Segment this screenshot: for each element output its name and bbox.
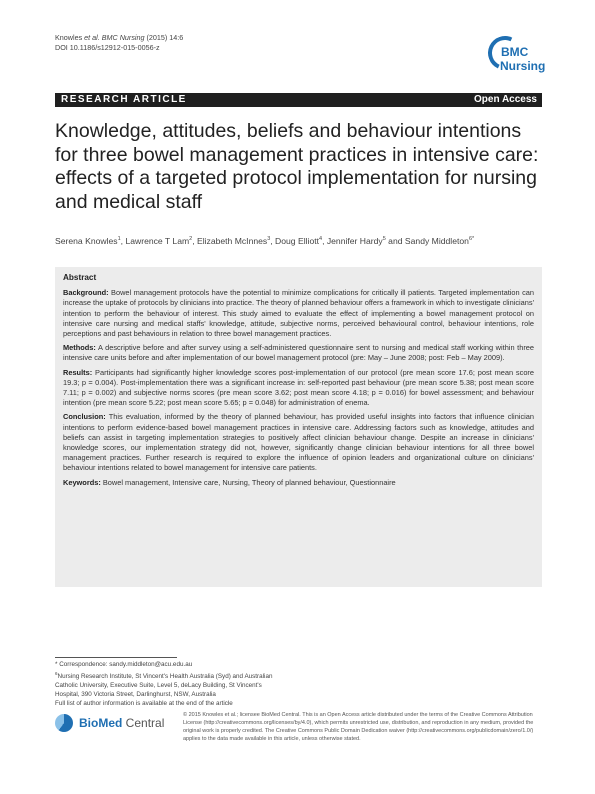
author-name[interactable]: Elizabeth McInnes: [196, 236, 268, 246]
wordmark-rest: Central: [122, 716, 165, 730]
section-text: This evaluation, informed by the theory of planned behaviour, has provided useful insights into factors that influence clinician intentions to perform evidence-based bowel management practices in intensive care. Addressing factors such as knowledge, attitudes and beliefs can assist in targeting implementation strategies to positively affect clinician behaviour change. Despite an increase in clinicians' knowledge scores, our implementation strategy did not, however, significantly change clinician behaviour intentions for all three bowel management practices. Further research is required to explore the influence of opinion leaders and organizational culture on clinicians' behaviour intentions related to bowel management for intensive care patients.: [63, 412, 534, 473]
abstract-background: [63, 288, 534, 339]
footnote-divider: [55, 657, 177, 658]
citation-line: [55, 33, 183, 43]
section-label: Methods:: [63, 343, 96, 353]
author-name[interactable]: Doug Elliott: [275, 236, 319, 246]
footnotes: [55, 660, 305, 709]
author-affiliation: 3: [267, 236, 271, 243]
author-name[interactable]: Sandy Middleton: [404, 236, 469, 246]
citation-year: (2015) 14:6: [144, 33, 184, 42]
author-affiliation: 6*: [468, 236, 475, 243]
author-separator: ,: [192, 236, 197, 246]
author-separator: ,: [322, 236, 327, 246]
citation-header: [55, 33, 183, 53]
wordmark-bold: BioMed: [79, 716, 123, 730]
author-affiliation: 4: [319, 236, 323, 243]
license-text: © 2015 Knowles et al.; licensee BioMed Central. This is an Open Access article distributed under the terms of the Creative Commons Attribution License (http://creativecommons.org/licenses/by/4.0), which permits unrestricted use, distribution, and reproduction in any medium, provided the original work is properly credited. The Creative Commons Public Domain Dedication waiver (http://creativecommons.org/publicdomain/zero/1.0/) applies to the data made available in this article, unless otherwise stated.: [183, 712, 534, 742]
article-title: Knowledge, attitudes, beliefs and behaviour intentions for three bowel management practices in intensive care: effects of a targeted protocol implementation for nursing and medical staff: [55, 120, 539, 213]
author-name[interactable]: Serena Knowles: [55, 236, 118, 246]
citation-etal: et al.: [84, 33, 100, 42]
affiliation-line: Catholic University, Executive Suite, Level 5, deLacy Building, St Vincent's: [55, 682, 262, 690]
abstract-results: [63, 368, 534, 409]
author-affiliation: 2: [189, 236, 193, 243]
affiliation: [55, 669, 305, 681]
affiliation-line: Hospital, 390 Victoria Street, Darlinghurst, NSW, Australia: [55, 691, 216, 699]
biomed-swirl-icon: [55, 714, 73, 732]
author-list: [55, 236, 545, 246]
section-label: Keywords:: [63, 477, 101, 487]
author-separator: ,: [270, 236, 276, 246]
author-affiliation: 1: [117, 236, 121, 243]
section-label: Background:: [63, 288, 109, 298]
author-name[interactable]: Lawrence T Lam: [125, 236, 190, 246]
logo-text-nursing: Nursing: [500, 59, 546, 73]
citation-authors: Knowles: [55, 33, 85, 42]
article-banner: [55, 93, 542, 107]
author-separator: and: [385, 236, 405, 246]
abstract-heading: Abstract: [63, 273, 97, 282]
abstract-methods: [63, 343, 534, 363]
section-text: Bowel management protocols have the potential to minimize complications for critically ill patients. Targeted implementation can increase the uptake of protocols by clinicians into practice. The theory of planned behaviour offers a framework in which to investigate clinicians' intention to perform the behaviour of interest. This study aimed to evaluate the effect of implementing a bowel management protocol on intensive care nursing and medical staffs' knowledge, attitude, subjective norms, perceived behavioural control, behaviour intentions, role perceptions and past behaviours in relation to three bowel management practices.: [63, 288, 534, 339]
open-access-label: Open Access: [474, 94, 537, 105]
abstract-conclusion: [63, 412, 534, 473]
correspondence[interactable]: * Correspondence: sandy.middleton@acu.edu.au: [55, 661, 193, 668]
doi[interactable]: DOI 10.1186/s12912-015-0056-z: [55, 43, 160, 52]
section-label: Conclusion:: [63, 412, 106, 422]
abstract-keywords: [63, 478, 534, 488]
author-name[interactable]: Jennifer Hardy: [326, 236, 383, 246]
full-author-info-note: Full list of author information is available at the end of the article: [55, 700, 233, 708]
section-text: A descriptive before and after survey using a self-administered questionnaire sent to nursing and medical staff working within three intensive care units before and after implementation of our bowel management protocol (pre: May – June 2008; post: Feb – May 2009).: [63, 343, 534, 363]
author-affiliation: 5: [382, 236, 386, 243]
logo-text-bmc: BMC: [501, 45, 529, 59]
affiliation-line: Nursing Research Institute, St Vincent's Health Australia (Syd) and Australian: [57, 673, 273, 681]
section-text: Bowel management, Intensive care, Nursing, Theory of planned behaviour, Questionnaire: [100, 477, 396, 487]
author-separator: ,: [120, 236, 126, 246]
section-label: Results:: [63, 367, 93, 377]
bmc-nursing-logo: [488, 34, 548, 76]
biomed-central-logo: [55, 711, 175, 735]
citation-journal: BMC Nursing: [99, 33, 145, 42]
section-text: Participants had significantly higher knowledge scores post-implementation of our protocol (pre mean score 17.6; post mean score 19.3; p = 0.004). Post-implementation there was a significant increase in: self-reported past behaviour (pre mean score 5.38; post mean score 7.11; p = 0.002) and subjective norms scores (pre mean score 3.62; post mean score 4.18; p = 0.016) for bowel assessment; and behaviour intention (pre mean score 5.22; post mean score 5.65; p = 0.048) for administration of enema.: [63, 367, 534, 408]
abstract-box: [55, 267, 542, 587]
affiliation-number: 6: [55, 671, 58, 677]
biomed-wordmark: [79, 716, 164, 730]
article-type: RESEARCH ARTICLE: [61, 94, 187, 105]
